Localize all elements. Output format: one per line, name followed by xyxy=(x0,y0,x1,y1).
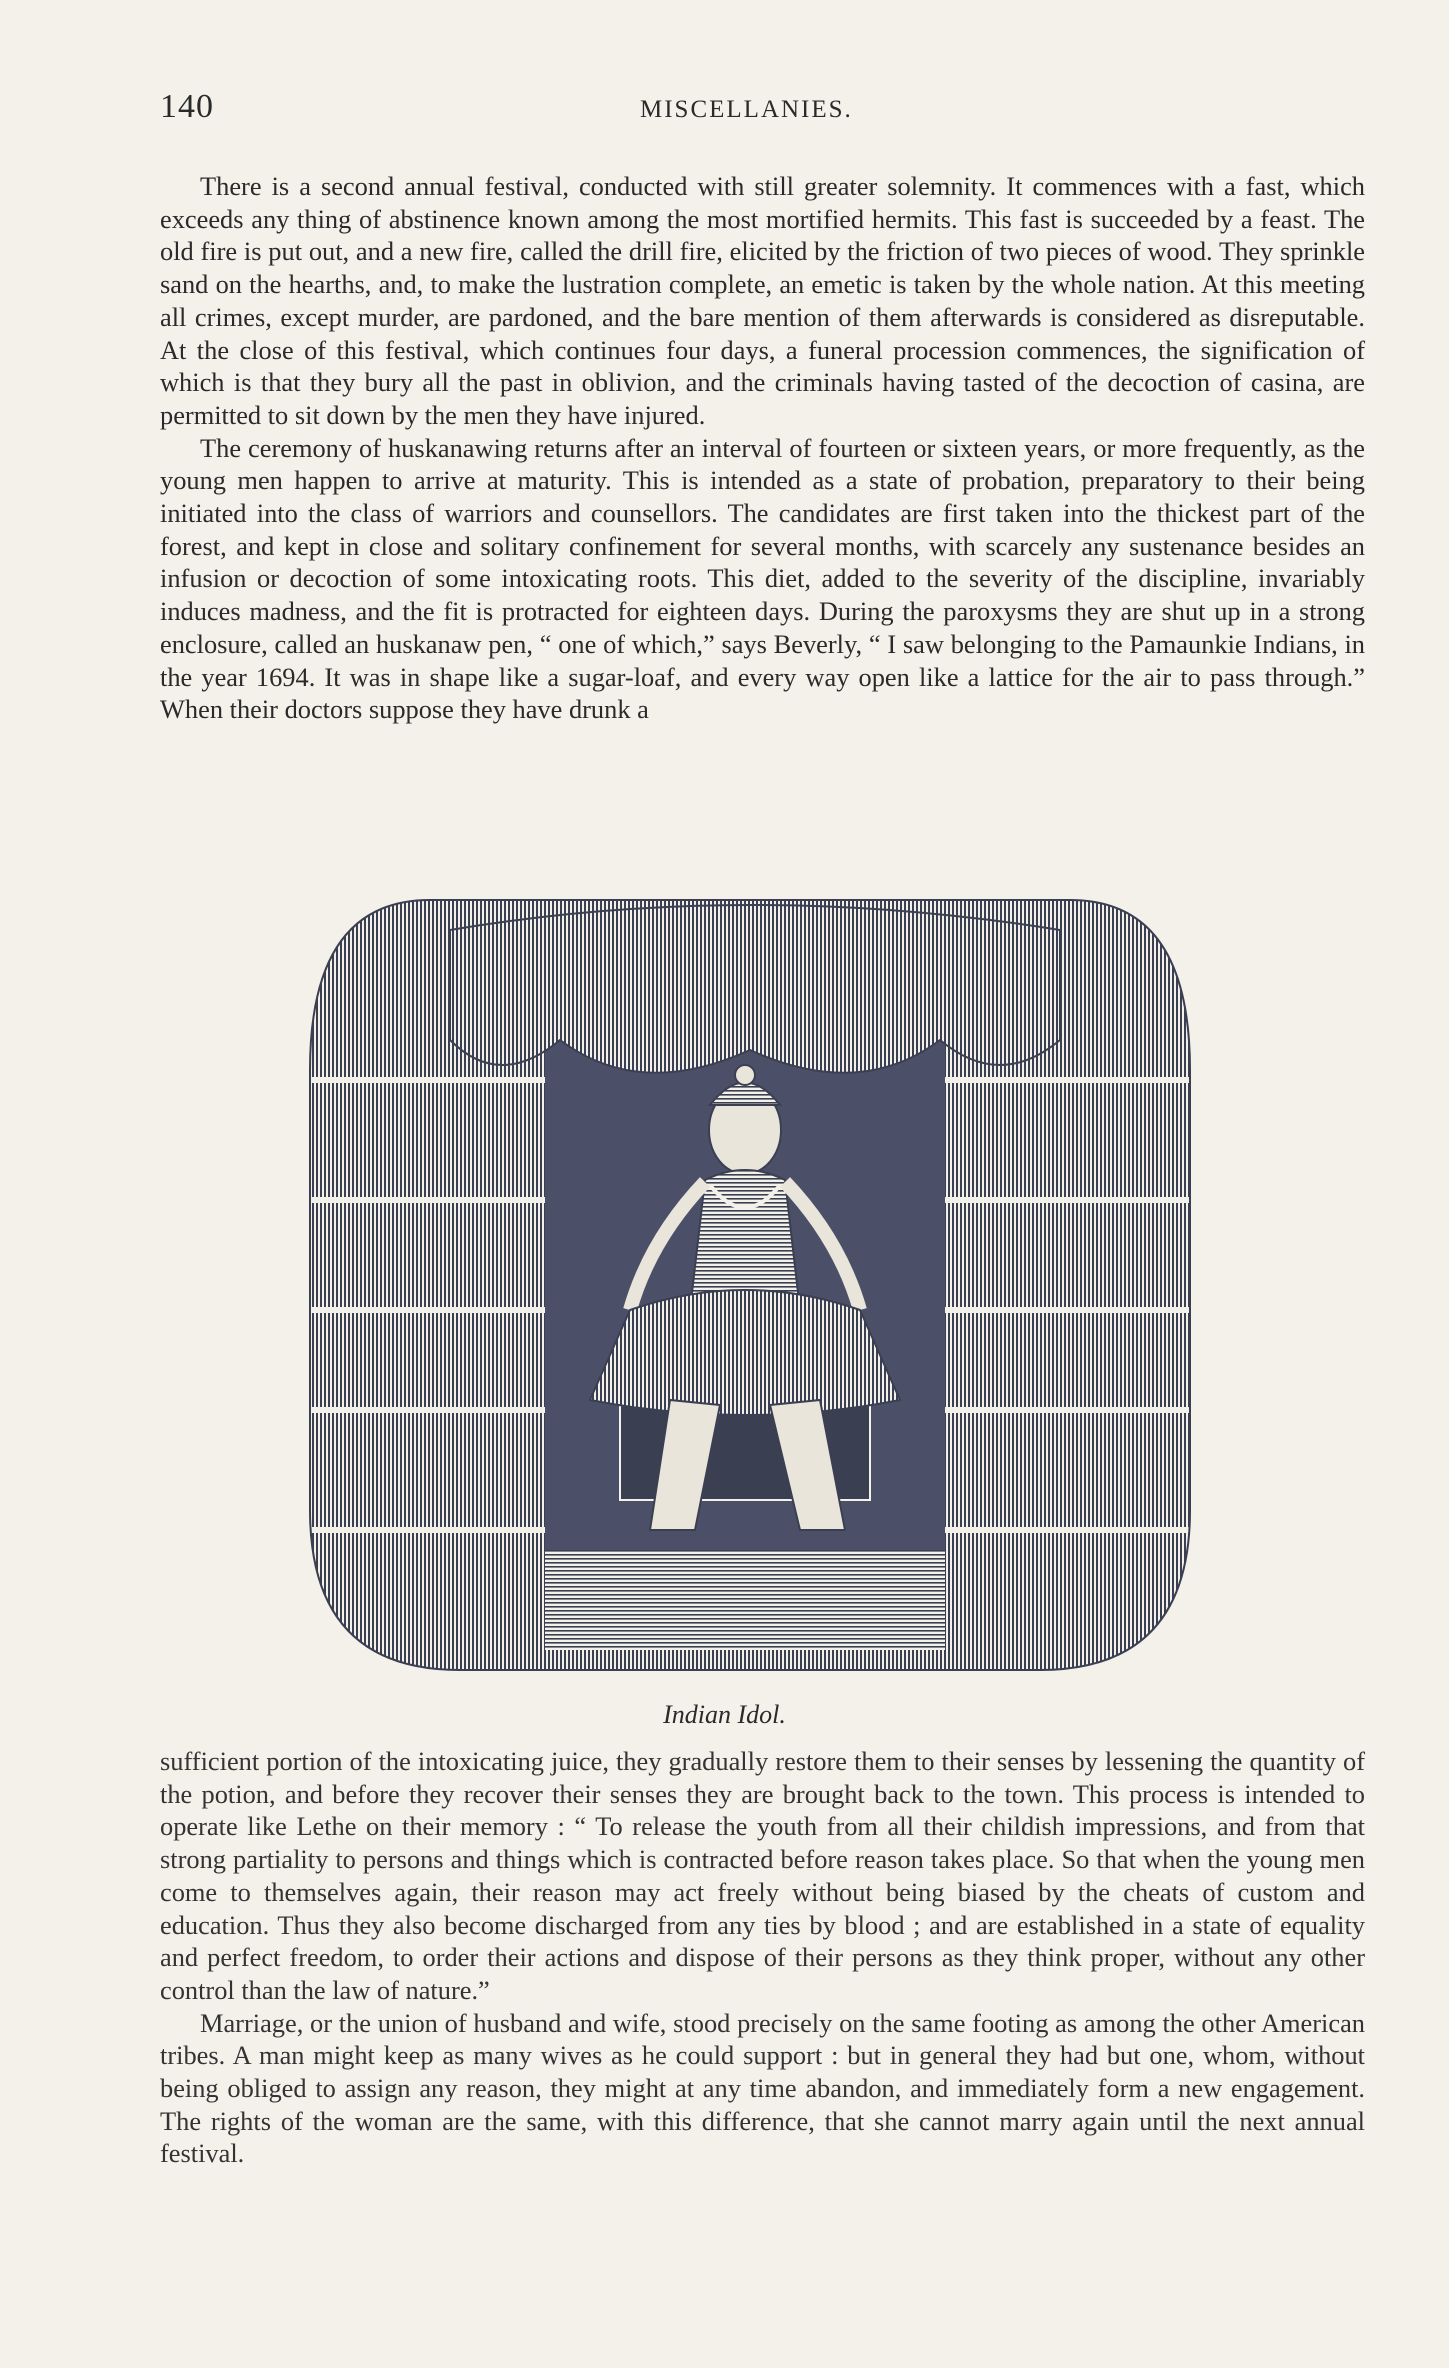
paragraph-huskanawing: The ceremony of huskanawing returns after an interval of fourteen or sixteen years, or more frequently, as the young men happen to arrive at maturity. This is intended as a state of probation, preparatory to their being initiated into the class of warriors and counsellors. The candidates are first taken into the thickest part of the forest, and kept in close and solitary confinement for several months, with scarcely any sustenance besides an infusion or decoction of some intoxicating roots. This diet, added to the severity of the discipline, invariably induces madness, and the fit is protracted for eighteen days. During the paroxysms they are shut up in a strong enclosure, called an huskanaw pen, “ one of which,” says Beverly, “ I saw belonging to the Pamaunkie Indians, in the year 1694. It was in shape like a sugar-loaf, and every way open like a lattice for the air to pass through.” When their doctors suppose they have drunk a xyxy=(160,432,1365,725)
floor xyxy=(545,1550,945,1650)
figure-caption: Indian Idol. xyxy=(663,1700,786,1729)
curtain xyxy=(450,905,1060,1073)
body-text-top xyxy=(160,170,1365,726)
body-text-bottom xyxy=(160,1745,1365,2170)
paragraph-continuation: sufficient portion of the intoxicating juice, they gradually restore them to their senses by lessening the quantity of the potion, and before they recover their senses they are brought back to the town. This process is intended to operate like Lethe on their memory : “ To release the youth from all their childish impressions, and from that strong partiality to persons and things which is contracted before reason takes place. So that when the young men come to themselves again, their reason may act freely without being biased by the cheats of custom and education. Thus they also become discharged from any ties by blood ; and are established in a state of equality and perfect freedom, to order their actions and dispose of their persons as they think proper, without any other control than the law of nature.” xyxy=(160,1746,1365,2005)
page-number: 140 xyxy=(160,88,214,125)
running-head: MISCELLANIES. xyxy=(640,96,853,123)
engraving-illustration xyxy=(300,890,1200,1680)
paragraph-festival: There is a second annual festival, conducted with still greater solemnity. It commences with a fast, which exceeds any thing of abstinence known among the most mortified hermits. This fast is succeeded by a feast. The old fire is put out, and a new fire, called the drill fire, elicited by the friction of two pieces of wood. They sprinkle sand on the hearths, and, to make the lustration complete, an emetic is taken by the whole nation. At this meeting all crimes, except murder, are pardoned, and the bare mention of them afterwards is considered as disreputable. At the close of this festival, which continues four days, a funeral procession commences, the signification of which is that they bury all the past in oblivion, and the criminals having tasted of the decoction of casina, are permitted to sit down by the men they have injured. xyxy=(160,171,1365,430)
paragraph-marriage: Marriage, or the union of husband and wife, stood precisely on the same footing as among the other American tribes. A man might keep as many wives as he could support : but in general they had but one, whom, without being obliged to assign any reason, they might at any time abandon, and immediately form a new engagement. The rights of the woman are the same, with this difference, that she cannot marry again until the next annual festival. xyxy=(160,2007,1365,2169)
page-header xyxy=(160,88,1360,138)
indian-idol-engraving xyxy=(300,890,1200,1680)
